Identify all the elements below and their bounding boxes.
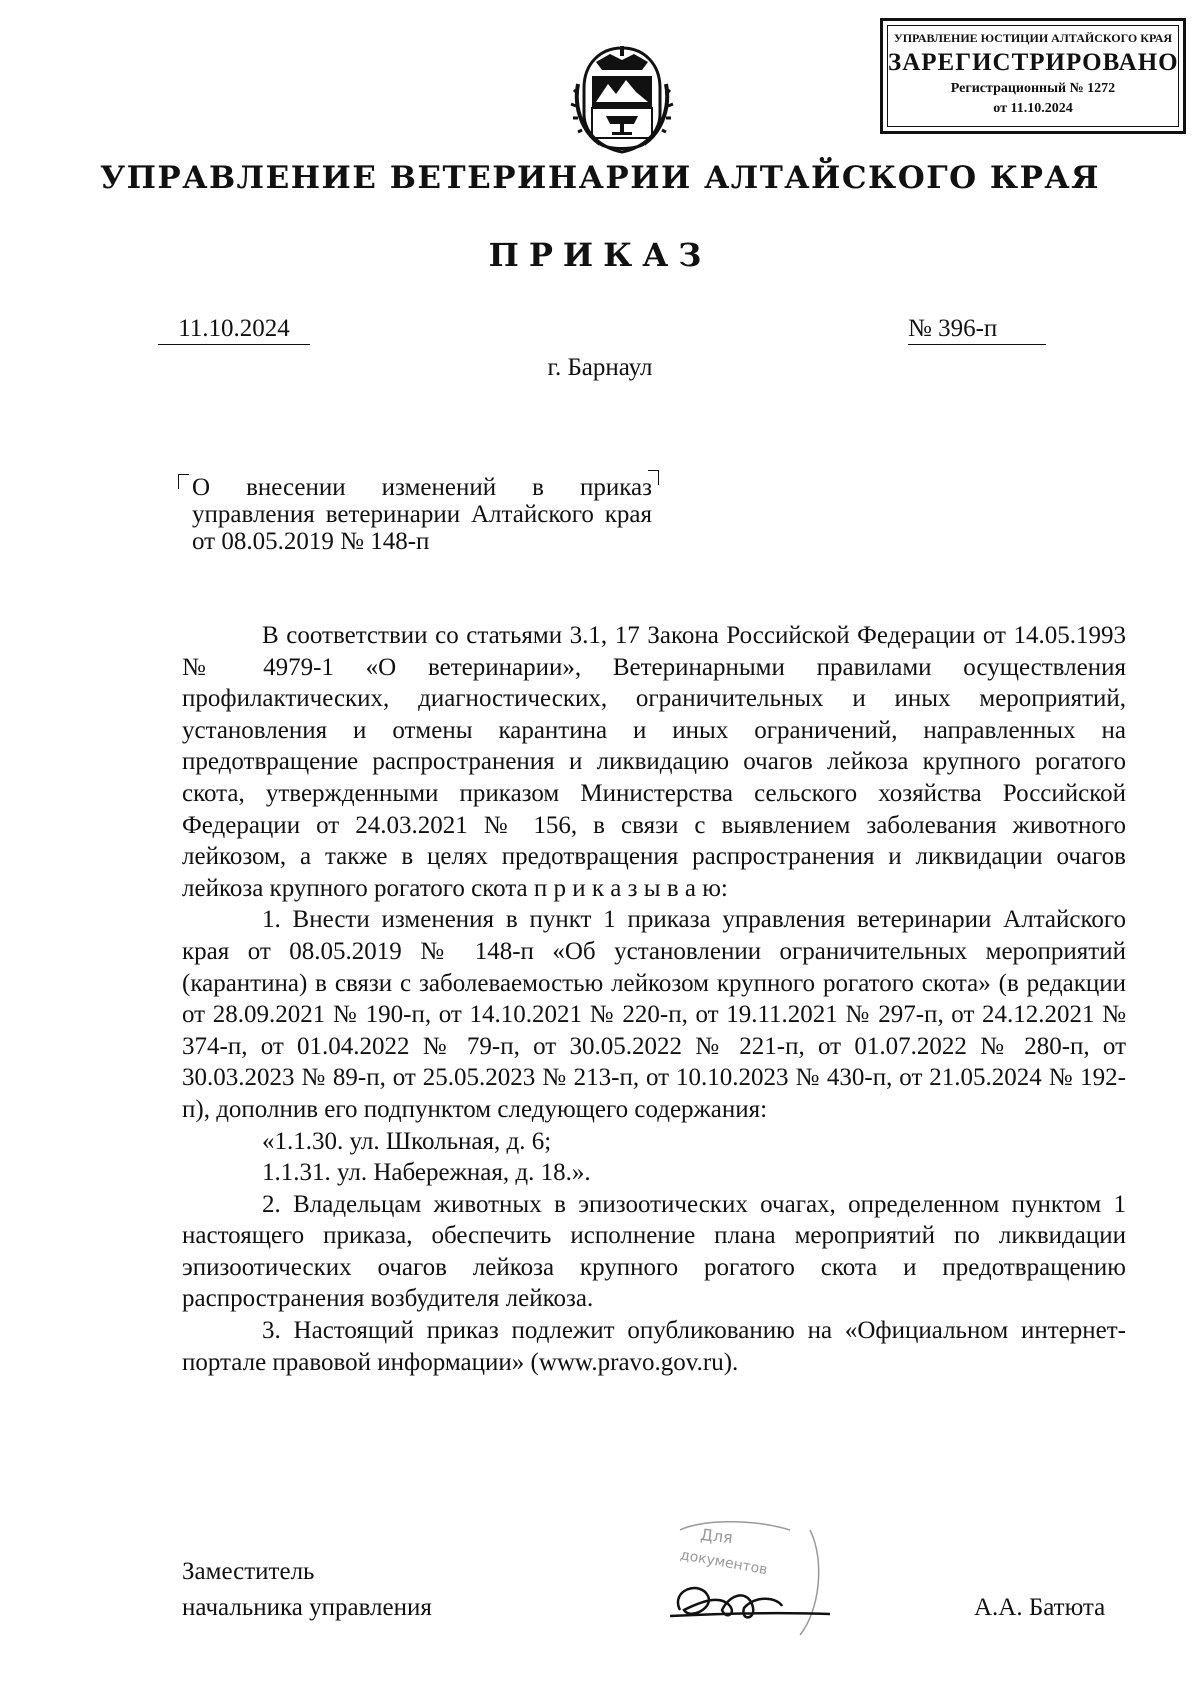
stamp-reg-number: Регистрационный № 1272 [950,81,1116,96]
document-subject: О внесении изменений в приказ управления ветеринарии Алтайского края от 08.05.2019 № 148-п [192,474,652,555]
stamp-org: УПРАВЛЕНИЕ ЮСТИЦИИ АЛТАЙСКОГО КРАЯ [893,31,1173,45]
document-type: ПРИКАЗ [488,236,712,274]
signatory-title-line2: начальника управления [182,1594,432,1621]
document-body [182,620,1126,1378]
svg-text:документов: документов [678,1547,769,1579]
subject-bracket-left [178,474,189,489]
registration-stamp-inner [887,25,1179,127]
document-number: № 396-п [908,314,1046,345]
stamp-title: ЗАРЕГИСТРИРОВАНО [888,49,1179,76]
subitem-1-1-31: 1.1.31. ул. Набережная, д. 18.». [262,1159,591,1187]
item-3-paragraph: 3. Настоящий приказ подлежит опубликованию на «Официальном интернет-портале правовой информации» (www.pravo.gov.ru). [182,1317,1126,1376]
document-date: 11.10.2024 [158,314,310,345]
signatory-title [182,1554,432,1626]
signatory-name: А.А. Батюта [974,1594,1106,1621]
preamble-paragraph: В соответствии со статьями 3.1, 17 Закона Российской Федерации от 14.05.1993 № 4979-1 «О ветеринарии», Ветеринарными правилами осуществления профилактических, диагностических, ограничительных и иных мероприятий, установления и отмены карантина и иных ограничений, направленных на предотвращение распространения и ликвидацию очагов лейкоза крупного рогатого скота, утвержденными приказом Министерства сельского хозяйства Российской Федерации от 24.03.2021 № 156, в связи с выявлением заболевания животного лейкозом, а также в целях предотвращения распространения и ликвидации очагов лейкоза крупного рогатого скота п р и к а з ы в а ю: [182,622,1126,902]
item-2-paragraph: 2. Владельцам животных в эпизоотических очагах, определенном пунктом 1 настоящего приказа, обеспечить исполнение плана мероприятий по ликвидации эпизоотических очагов лейкоза крупного рогатого скота и предотвращению распространения возбудителя лейкоза. [182,1190,1126,1313]
coat-of-arms-icon [570,44,674,156]
stamp-reg-date: от 11.10.2024 [993,101,1073,116]
signatory-title-line1: Заместитель [182,1558,315,1585]
registration-stamp [880,18,1186,134]
svg-text:Для: Для [699,1524,734,1548]
handwritten-signature-icon [660,1510,840,1650]
agency-name: УПРАВЛЕНИЕ ВЕТЕРИНАРИИ АЛТАЙСКОГО КРАЯ [99,160,1101,196]
item-1-paragraph: 1. Внести изменения в пункт 1 приказа управления ветеринарии Алтайского края от 08.05.2019 № 148-п «Об установлении ограничительных мероприятий (карантина) в связи с заболеваемостью лейкозом крупного рогатого скота» (в редакции от 28.09.2021 № 190-п, от 14.10.2021 № 220-п, от 19.11.2021 № 297-п, от 24.12.2021 № 374-п, от 01.04.2022 № 79-п, от 30.05.2022 № 221-п, от 01.07.2022 № 280-п, от 30.03.2023 № 89-п, от 25.05.2023 № 213-п, от 10.10.2023 № 430-п, от 21.05.2024 № 192-п), дополнив его подпунктом следующего содержания: [182,906,1126,1123]
document-city: г. Барнаул [547,354,653,381]
subitem-1-1-30: «1.1.30. ул. Школьная, д. 6; [262,1127,552,1155]
